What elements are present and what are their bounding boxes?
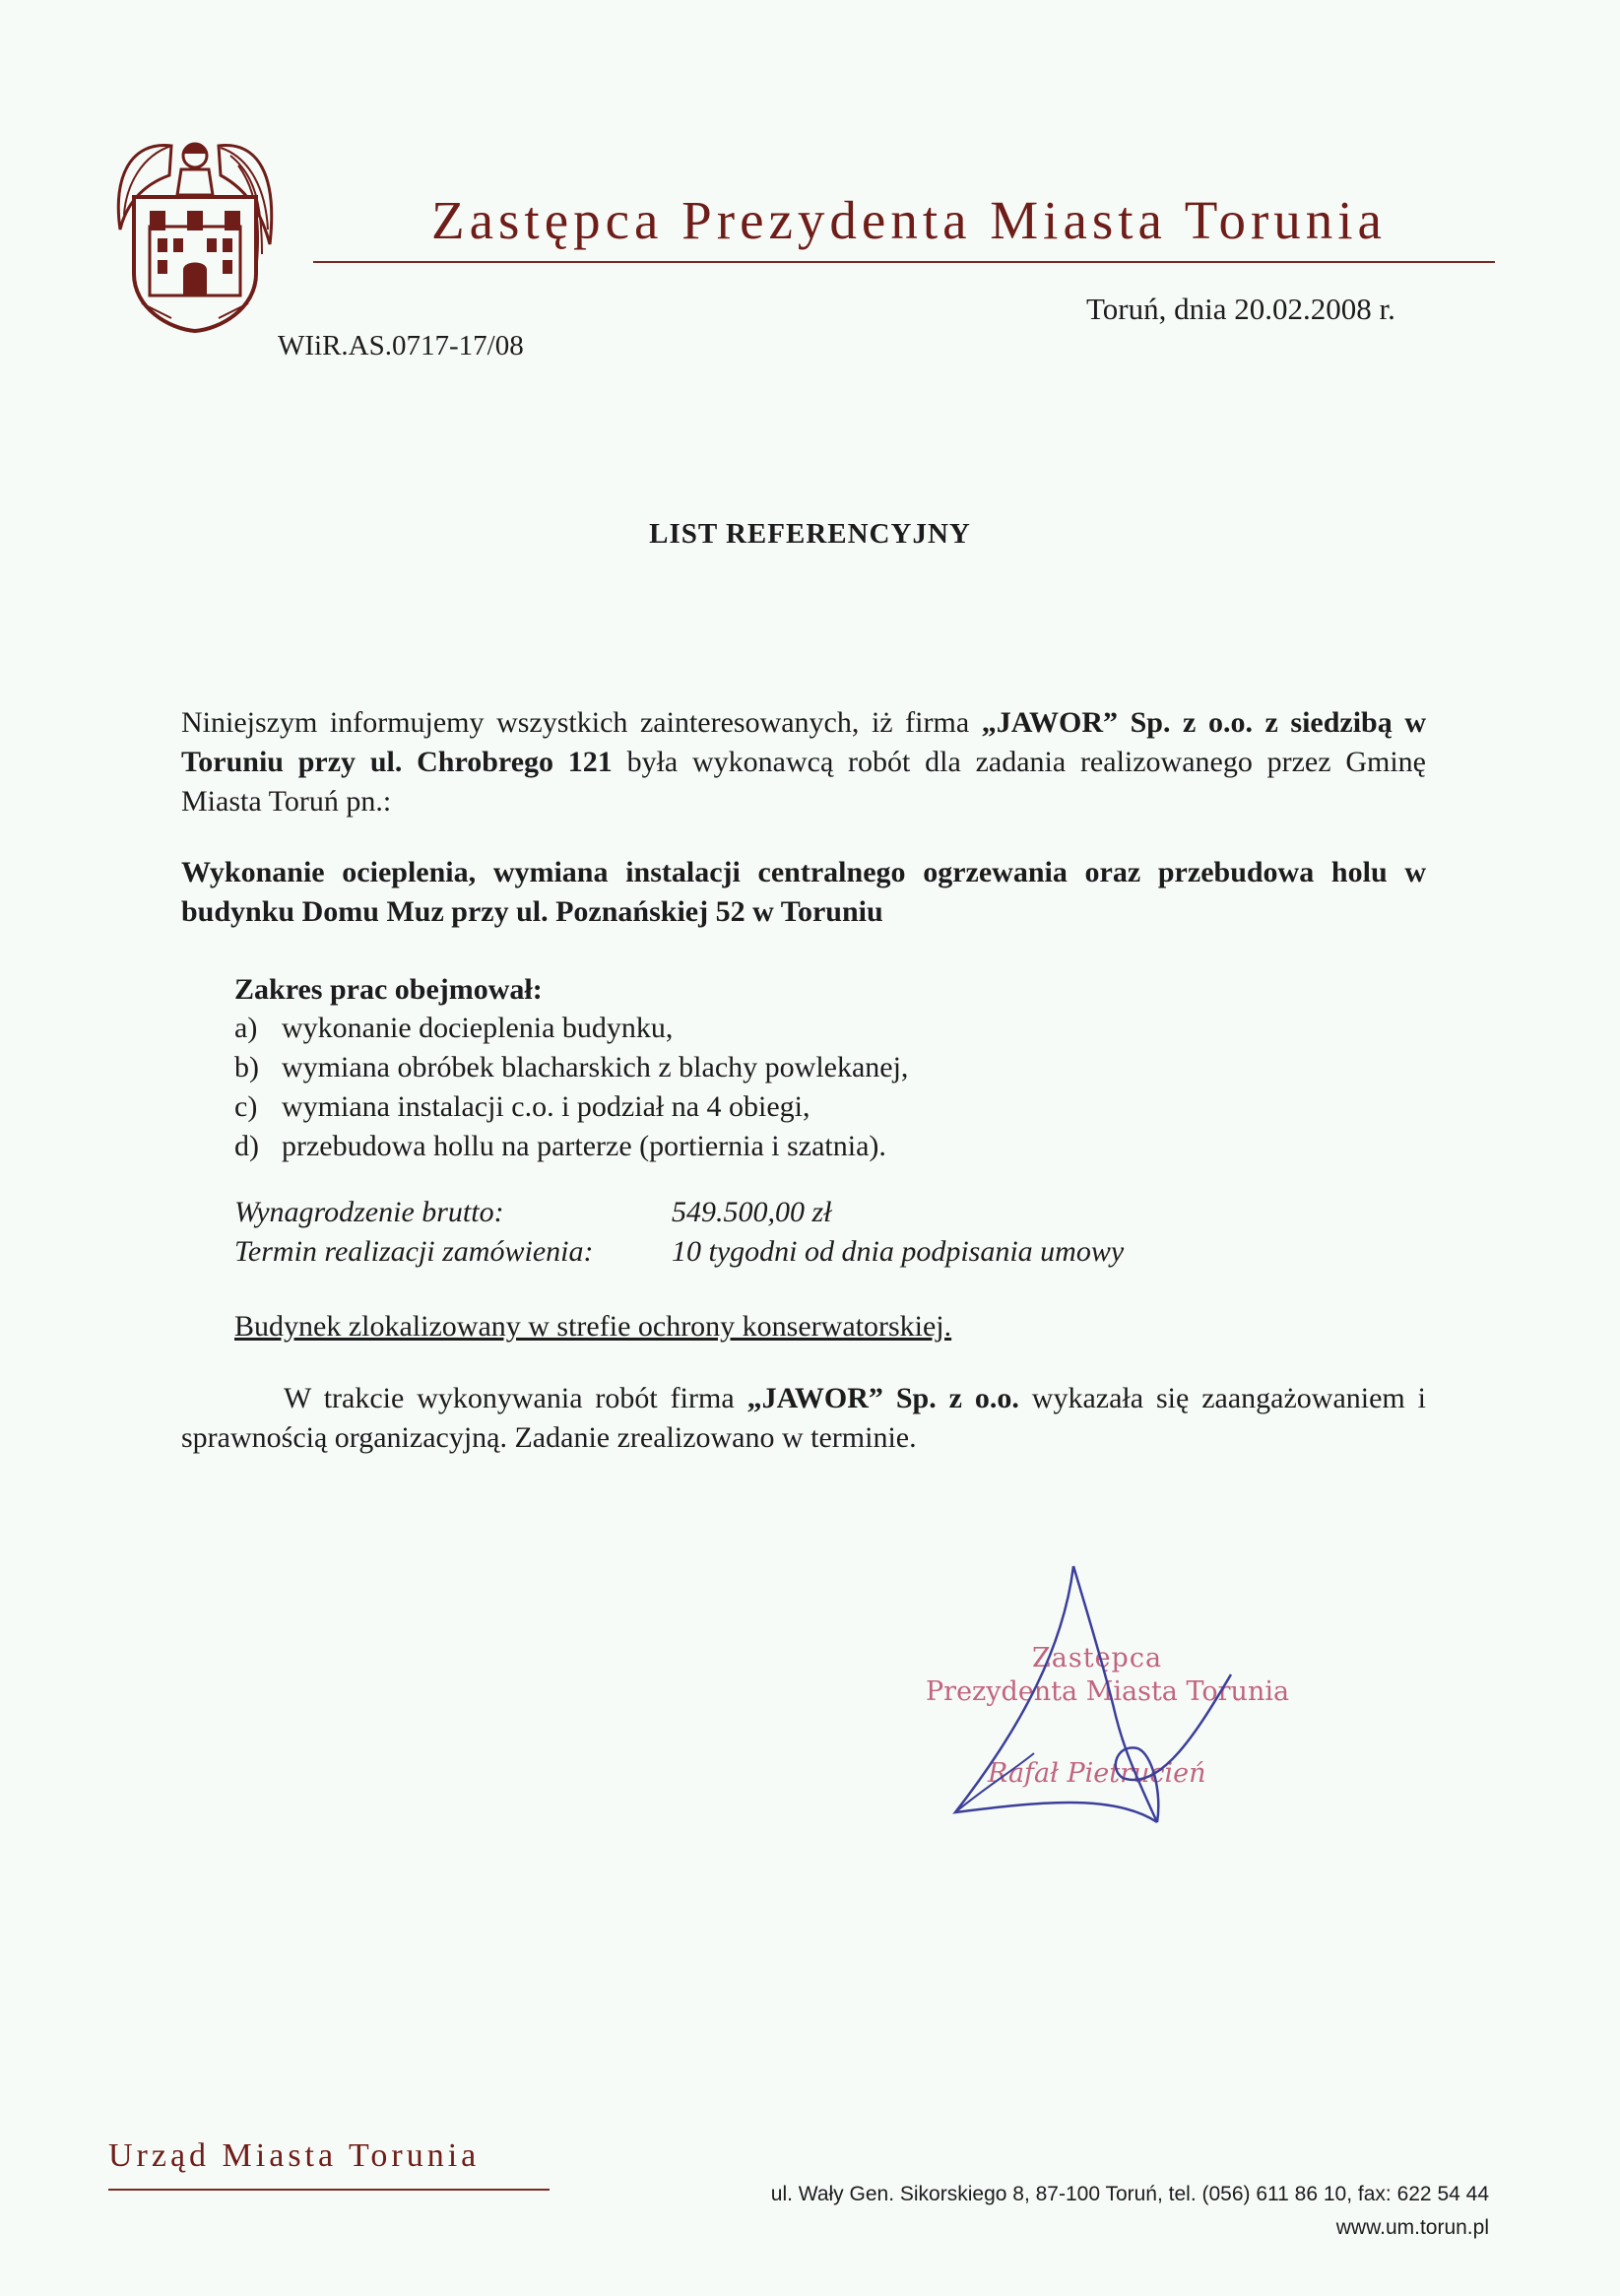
handwritten-signature: [916, 1556, 1329, 1832]
footer-organization: Urząd Miasta Torunia: [108, 2137, 481, 2174]
list-item-text: wymiana obróbek blacharskich z blachy powlekanej,: [282, 1051, 909, 1083]
list-item-text: przebudowa hollu na parterze (portiernia i szatnia).: [282, 1130, 886, 1162]
term-label: Termin realizacji zamówienia:: [234, 1235, 594, 1268]
list-item-text: wymiana instalacji c.o. i podział na 4 obiegi,: [282, 1090, 810, 1123]
list-item: [234, 1087, 908, 1127]
list-item-text: wykonanie docieplenia budynku,: [282, 1012, 674, 1044]
list-item: [234, 1048, 908, 1087]
location-note: Budynek zlokalizowany w strefie ochrony konserwatorskiej.: [234, 1310, 952, 1343]
place-date: Toruń, dnia 20.02.2008 r.: [1086, 292, 1395, 326]
letterhead-title: Zastępca Prezydenta Miasta Torunia: [431, 190, 1387, 250]
reference-number: WIiR.AS.0717-17/08: [278, 330, 524, 361]
footer-address: ul. Wały Gen. Sikorskiego 8, 87-100 Toruń, tel. (056) 611 86 10, fax: 622 54 44: [770, 2183, 1489, 2205]
scope-list: [234, 1009, 908, 1166]
list-letter: a): [234, 1012, 258, 1044]
letterhead-rule: [313, 261, 1495, 263]
closing-text-2: wykazała się zaangażowaniem i sprawnością organizacyjną. Zadanie zrealizowano w terminie.: [181, 1382, 1427, 1454]
fee-value: 549.500,00 zł: [672, 1196, 832, 1228]
list-item: [234, 1009, 908, 1048]
company-name-address: „JAWOR” Sp. z o.o. z siedzibą w Toruniu przy ul. Chrobrego 121: [181, 706, 1426, 778]
closing-text-1: W trakcie wykonywania robót firma: [284, 1382, 747, 1414]
footer-website: www.um.torun.pl: [1335, 2216, 1489, 2239]
footer-rule: [108, 2189, 550, 2191]
stamp-line-1: Zastępca: [1032, 1643, 1163, 1673]
list-letter: c): [234, 1090, 258, 1123]
company-name: „JAWOR” Sp. z o.o.: [746, 1382, 1019, 1414]
stamp-name: Rafał Pietrucień: [988, 1758, 1206, 1789]
intro-paragraph: [181, 703, 1426, 821]
term-value: 10 tygodni od dnia podpisania umowy: [672, 1235, 1125, 1268]
list-letter: b): [234, 1051, 259, 1083]
scope-heading: Zakres prac obejmował:: [234, 973, 543, 1006]
intro-text-2: była wykonawcą robót dla zadania realizowanego przez Gminę Miasta Toruń pn.:: [181, 746, 1426, 818]
stamp-line-2: Prezydenta Miasta Torunia: [926, 1676, 1290, 1707]
document-title: LIST REFERENCYJNY: [649, 518, 971, 550]
torun-crest-logo: [112, 136, 278, 333]
list-letter: d): [234, 1130, 259, 1162]
closing-paragraph: [181, 1379, 1426, 1458]
intro-text-1: Niniejszym informujemy wszystkich zainteresowanych, iż firma: [181, 706, 982, 739]
list-item: [234, 1127, 908, 1166]
fee-label: Wynagrodzenie brutto:: [234, 1196, 504, 1228]
term-row: [234, 1235, 1124, 1269]
task-title: Wykonanie ocieplenia, wymiana instalacji centralnego ogrzewania oraz przebudowa holu w budynku Domu Muz przy ul. Poznańskiej 52 w Toruniu: [181, 856, 1426, 928]
fee-row: [234, 1196, 832, 1229]
